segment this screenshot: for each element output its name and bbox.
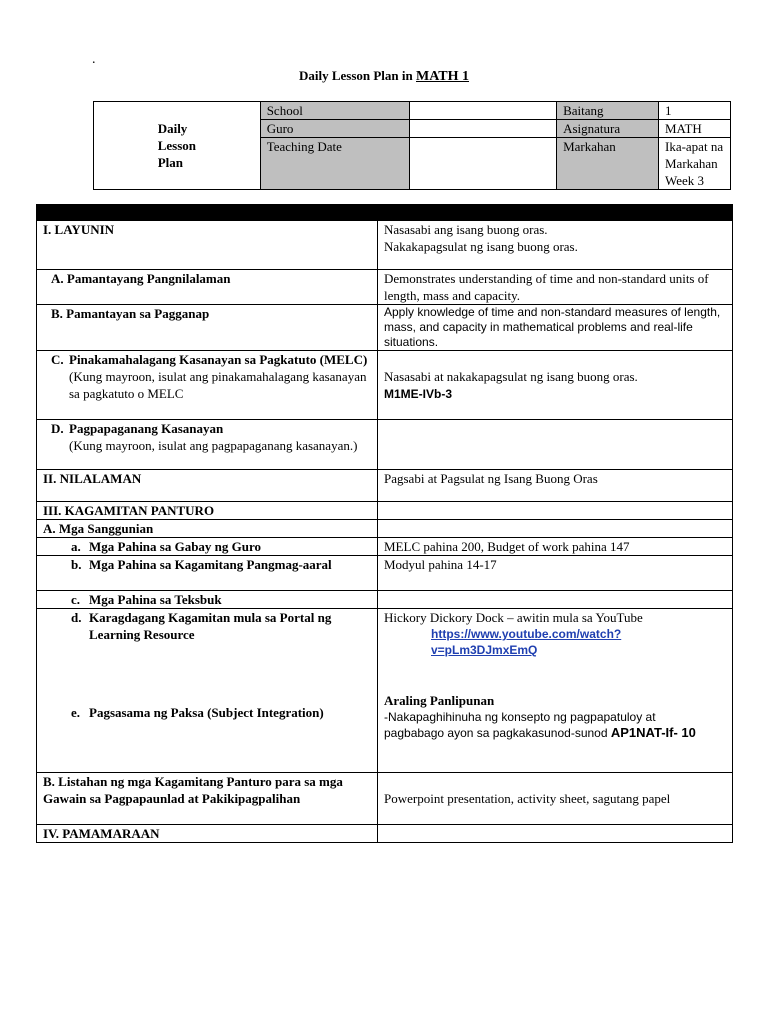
integration-value: Araling Panlipunan -Nakapaghihinuha ng konsepto ng pagpapatuloy at pagbabago ayon sa pagkakasunod-sunod AP1NAT-If- 10 bbox=[384, 692, 726, 741]
table-row bbox=[37, 221, 733, 270]
kagamitang-pangmag-label: b. Mga Pahina sa Kagamitang Pangmag-aaral bbox=[37, 556, 378, 591]
integration-subject: Araling Panlipunan bbox=[384, 693, 495, 708]
title-subject: MATH 1 bbox=[416, 69, 470, 84]
table-row bbox=[37, 591, 733, 609]
asignatura-label: Asignatura bbox=[557, 120, 659, 138]
header-table bbox=[93, 101, 731, 190]
table-row bbox=[37, 270, 733, 305]
school-label: School bbox=[260, 102, 410, 120]
table-row bbox=[37, 470, 733, 502]
teksbuk-value bbox=[378, 591, 733, 609]
table-row bbox=[37, 305, 733, 351]
kagamitan-label: III. KAGAMITAN PANTURO bbox=[37, 502, 378, 520]
integration-code: AP1NAT-If- 10 bbox=[610, 725, 696, 740]
table-row bbox=[37, 556, 733, 591]
pamantayan-sa-pagganap-value: Apply knowledge of time and non-standard measures of length, mass, and capacity in mathematical problems and real-life situations. bbox=[378, 305, 733, 351]
markahan-value: Ika-apat na Markahan Week 3 bbox=[658, 138, 730, 190]
guro-value bbox=[410, 120, 557, 138]
youtube-link[interactable]: https://www.youtube.com/watch? v=pLm3DJmxEmQ bbox=[431, 627, 622, 657]
table-row bbox=[37, 420, 733, 470]
table-row bbox=[37, 609, 733, 773]
table-row bbox=[37, 538, 733, 556]
karagdagang-value bbox=[378, 609, 733, 773]
teaching-date-label: Teaching Date bbox=[260, 138, 410, 190]
melc-value: Nasasabi at nakakapagsulat ng isang buong oras. M1ME-IVb-3 bbox=[378, 351, 733, 420]
baitang-label: Baitang bbox=[557, 102, 659, 120]
table-row bbox=[37, 520, 733, 538]
pamantayang-pangnilalaman-label: A. Pamantayang Pangnilalaman bbox=[37, 270, 378, 305]
sanggunian-value bbox=[378, 520, 733, 538]
baitang-value: 1 bbox=[658, 102, 730, 120]
top-mark: . bbox=[92, 52, 96, 67]
guro-label: Guro bbox=[260, 120, 410, 138]
kagamitan-value bbox=[378, 502, 733, 520]
melc-label: C. Pinakamahalagang Kasanayan sa Pagkatuto (MELC) (Kung mayroon, isulat ang pinakamahalagang kasanayan sa pagkatuto o MELC bbox=[37, 351, 378, 420]
gabay-value: MELC pahina 200, Budget of work pahina 147 bbox=[378, 538, 733, 556]
layunin-label: I. LAYUNIN bbox=[37, 221, 378, 270]
table-row bbox=[37, 773, 733, 825]
table-row bbox=[37, 502, 733, 520]
pagpapaganang-label: D. Pagpapaganang Kasanayan (Kung mayroon, isulat ang pagpapaganang kasanayan.) bbox=[37, 420, 378, 470]
integration-label: e. Pagsasama ng Paksa (Subject Integration) bbox=[71, 705, 324, 720]
pamantayan-sa-pagganap-label: B. Pamantayan sa Pagganap bbox=[37, 305, 378, 351]
pagpapaganang-value bbox=[378, 420, 733, 470]
teksbuk-label: c. Mga Pahina sa Teksbuk bbox=[37, 591, 378, 609]
pamamaraan-value bbox=[378, 825, 733, 843]
asignatura-value: MATH bbox=[658, 120, 730, 138]
school-value bbox=[410, 102, 557, 120]
table-row bbox=[37, 351, 733, 420]
lesson-plan-table bbox=[36, 204, 733, 843]
karagdagang-label: d. Karagdagang Kagamitan mula sa Portal ng Learning Resource e. Pagsasama ng Paksa (Subject Integration) bbox=[37, 609, 378, 773]
kagamitang-pangmag-value: Modyul pahina 14-17 bbox=[378, 556, 733, 591]
listahan-label: B. Listahan ng mga Kagamitang Panturo para sa mga Gawain sa Pagpapaunlad at Pakikipagpalihan bbox=[37, 773, 378, 825]
nilalaman-value: Pagsabi at Pagsulat ng Isang Buong Oras bbox=[378, 470, 733, 502]
nilalaman-label: II. NILALAMAN bbox=[37, 470, 378, 502]
teaching-date-value bbox=[410, 138, 557, 190]
sanggunian-label: A. Mga Sanggunian bbox=[37, 520, 378, 538]
song-text: Hickory Dickory Dock – awitin mula sa YouTube bbox=[384, 610, 643, 625]
table-row bbox=[37, 825, 733, 843]
listahan-value: Powerpoint presentation, activity sheet, sagutang papel bbox=[378, 773, 733, 825]
melc-code: M1ME-IVb-3 bbox=[384, 386, 453, 401]
daily-lesson-plan-label: Daily Lesson Plan bbox=[94, 102, 261, 190]
title-prefix: Daily Lesson Plan in bbox=[298, 68, 413, 83]
table-header-bar bbox=[37, 205, 733, 221]
pamamaraan-label: IV. PAMAMARAAN bbox=[37, 825, 378, 843]
page-title bbox=[0, 68, 768, 85]
gabay-label: a. Mga Pahina sa Gabay ng Guro bbox=[37, 538, 378, 556]
markahan-label: Markahan bbox=[557, 138, 659, 190]
layunin-value: Nasasabi ang isang buong oras. Nakakapagsulat ng isang buong oras. bbox=[378, 221, 733, 270]
pamantayang-pangnilalaman-value: Demonstrates understanding of time and non-standard units of length, mass and capacity. bbox=[378, 270, 733, 305]
